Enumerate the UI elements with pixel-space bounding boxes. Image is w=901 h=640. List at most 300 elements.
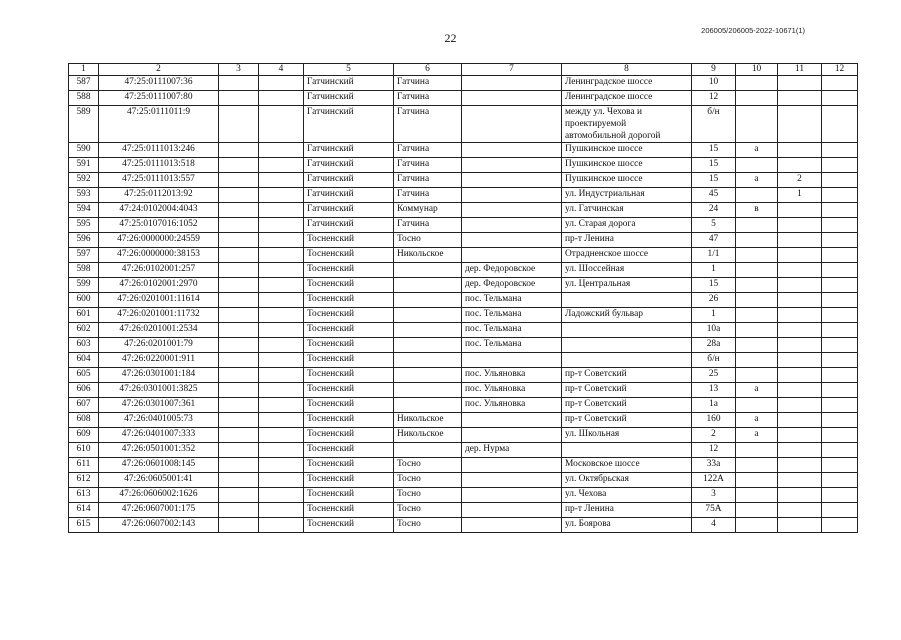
- table-cell: [736, 518, 778, 533]
- table-cell: 607: [69, 398, 99, 413]
- table-cell: дер. Федоровское: [462, 263, 562, 278]
- table-cell: 15: [692, 143, 736, 158]
- table-cell: [259, 443, 304, 458]
- table-cell: 47:26:0401005:73: [99, 413, 219, 428]
- table-cell: Тосно: [394, 503, 462, 518]
- table-cell: [394, 353, 462, 368]
- table-cell: [462, 173, 562, 188]
- table-cell: [562, 353, 692, 368]
- table-cell: [462, 188, 562, 203]
- table-cell: [219, 338, 259, 353]
- table-cell: [822, 488, 858, 503]
- table-cell: 28а: [692, 338, 736, 353]
- table-cell: Тосненский: [304, 473, 394, 488]
- table-cell: [778, 106, 822, 143]
- table-cell: [778, 91, 822, 106]
- table-cell: [259, 458, 304, 473]
- table-cell: 588: [69, 91, 99, 106]
- table-cell: [822, 233, 858, 248]
- table-cell: 45: [692, 188, 736, 203]
- table-cell: 47:26:0000000:38153: [99, 248, 219, 263]
- table-cell: Тосно: [394, 488, 462, 503]
- table-cell: [736, 263, 778, 278]
- table-cell: пр-т Советский: [562, 398, 692, 413]
- table-cell: Гатчина: [394, 218, 462, 233]
- table-cell: [736, 293, 778, 308]
- table-cell: 47:26:0201001:79: [99, 338, 219, 353]
- table-cell: [394, 338, 462, 353]
- table-cell: [462, 158, 562, 173]
- table-cell: [736, 338, 778, 353]
- table-cell: [219, 428, 259, 443]
- table-cell: [462, 488, 562, 503]
- table-cell: пос. Тельмана: [462, 293, 562, 308]
- table-cell: 122А: [692, 473, 736, 488]
- table-cell: 591: [69, 158, 99, 173]
- table-cell: 600: [69, 293, 99, 308]
- table-cell: дер. Федоровское: [462, 278, 562, 293]
- table-cell: Гатчинский: [304, 158, 394, 173]
- table-cell: Гатчина: [394, 143, 462, 158]
- table-cell: [778, 293, 822, 308]
- table-cell: Тосненский: [304, 278, 394, 293]
- table-row: [69, 106, 858, 143]
- column-header: 2: [99, 64, 219, 76]
- table-row: [69, 383, 858, 398]
- table-cell: [822, 443, 858, 458]
- table-cell: [219, 398, 259, 413]
- table-cell: Тосненский: [304, 398, 394, 413]
- table-cell: 601: [69, 308, 99, 323]
- table-cell: ул. Центральная: [562, 278, 692, 293]
- table-cell: Тосненский: [304, 443, 394, 458]
- table-cell: 599: [69, 278, 99, 293]
- table-cell: Гатчинский: [304, 173, 394, 188]
- column-header: 5: [304, 64, 394, 76]
- header-row: [69, 64, 858, 76]
- table-cell: 47:25:0107016:1052: [99, 218, 219, 233]
- table-cell: [822, 398, 858, 413]
- table-cell: пр-т Ленина: [562, 503, 692, 518]
- table-cell: [562, 293, 692, 308]
- table-cell: 47:26:0000000:24559: [99, 233, 219, 248]
- table-cell: 15: [692, 278, 736, 293]
- table-cell: [822, 428, 858, 443]
- table-cell: 47:26:0201001:2534: [99, 323, 219, 338]
- table-cell: 12: [692, 443, 736, 458]
- table-cell: ул. Чехова: [562, 488, 692, 503]
- table-cell: [219, 443, 259, 458]
- table-cell: Гатчинский: [304, 76, 394, 91]
- table-cell: [259, 248, 304, 263]
- table-cell: Тосненский: [304, 458, 394, 473]
- table-cell: б/н: [692, 106, 736, 143]
- table-cell: ул. Старая дорога: [562, 218, 692, 233]
- table-cell: [822, 218, 858, 233]
- table-cell: Ленинградское шоссе: [562, 76, 692, 91]
- table-cell: [219, 413, 259, 428]
- table-cell: [219, 488, 259, 503]
- table-cell: [822, 158, 858, 173]
- table-cell: Ленинградское шоссе: [562, 91, 692, 106]
- table-cell: [394, 323, 462, 338]
- table-cell: [259, 158, 304, 173]
- table-cell: [778, 338, 822, 353]
- table-cell: 614: [69, 503, 99, 518]
- table-row: [69, 458, 858, 473]
- table-cell: а: [736, 173, 778, 188]
- table-cell: 47:25:0111013:557: [99, 173, 219, 188]
- table-cell: б/н: [692, 353, 736, 368]
- table-cell: [259, 188, 304, 203]
- table-row: [69, 76, 858, 91]
- table-cell: [259, 323, 304, 338]
- table-cell: [822, 188, 858, 203]
- table-cell: а: [736, 143, 778, 158]
- table-row: [69, 353, 858, 368]
- table-cell: [219, 263, 259, 278]
- table-cell: 47:26:0601008:145: [99, 458, 219, 473]
- table-cell: Гатчина: [394, 188, 462, 203]
- column-header: 10: [736, 64, 778, 76]
- table-cell: [259, 293, 304, 308]
- table-row: [69, 158, 858, 173]
- table-cell: 587: [69, 76, 99, 91]
- table-cell: [219, 248, 259, 263]
- table-row: [69, 368, 858, 383]
- table-cell: [778, 368, 822, 383]
- table-cell: ул. Шоссейная: [562, 263, 692, 278]
- table-cell: 26: [692, 293, 736, 308]
- table-cell: [462, 518, 562, 533]
- table-row: [69, 413, 858, 428]
- table-cell: Гатчина: [394, 91, 462, 106]
- table-cell: Тосненский: [304, 518, 394, 533]
- table-cell: [736, 323, 778, 338]
- table-cell: Гатчинский: [304, 106, 394, 143]
- table-cell: 47:26:0301001:3825: [99, 383, 219, 398]
- table-cell: [736, 458, 778, 473]
- table-cell: [219, 91, 259, 106]
- column-header: 8: [562, 64, 692, 76]
- table-cell: [778, 248, 822, 263]
- table-cell: [394, 383, 462, 398]
- document-id: 206005/206005-2022-10671(1): [701, 26, 805, 35]
- table-cell: [259, 308, 304, 323]
- table-cell: [562, 338, 692, 353]
- table-cell: 10: [692, 76, 736, 91]
- table-cell: пр-т Советский: [562, 368, 692, 383]
- table-cell: 47:26:0606002:1626: [99, 488, 219, 503]
- table-cell: [778, 503, 822, 518]
- table-cell: 609: [69, 428, 99, 443]
- table-cell: [219, 278, 259, 293]
- table-cell: Гатчина: [394, 158, 462, 173]
- table-cell: [219, 368, 259, 383]
- table-cell: [822, 76, 858, 91]
- table-cell: [259, 263, 304, 278]
- table-row: [69, 218, 858, 233]
- table-cell: Тосненский: [304, 233, 394, 248]
- table-cell: Тосненский: [304, 383, 394, 398]
- table-cell: 47:26:0607001:175: [99, 503, 219, 518]
- column-header: 9: [692, 64, 736, 76]
- table-cell: [219, 218, 259, 233]
- table-cell: 47:26:0102001:2970: [99, 278, 219, 293]
- table-cell: [736, 278, 778, 293]
- table-row: [69, 443, 858, 458]
- table-cell: 24: [692, 203, 736, 218]
- table-cell: [394, 443, 462, 458]
- table-cell: 594: [69, 203, 99, 218]
- table-cell: 15: [692, 158, 736, 173]
- table-cell: Никольское: [394, 413, 462, 428]
- table-row: [69, 91, 858, 106]
- table-cell: [822, 323, 858, 338]
- table-cell: [219, 203, 259, 218]
- table-cell: [259, 488, 304, 503]
- table-cell: [219, 473, 259, 488]
- table-cell: Тосненский: [304, 338, 394, 353]
- table-cell: Гатчина: [394, 106, 462, 143]
- table-cell: [219, 188, 259, 203]
- table-cell: [822, 368, 858, 383]
- table-cell: 5: [692, 218, 736, 233]
- table-cell: [259, 106, 304, 143]
- column-header: 11: [778, 64, 822, 76]
- table-cell: 47:25:0111011:9: [99, 106, 219, 143]
- table-row: [69, 308, 858, 323]
- table-cell: [259, 233, 304, 248]
- table-cell: 589: [69, 106, 99, 143]
- table-cell: 2: [778, 173, 822, 188]
- table-cell: 47:26:0301001:184: [99, 368, 219, 383]
- table-cell: [259, 353, 304, 368]
- table-row: [69, 398, 858, 413]
- table-cell: [462, 106, 562, 143]
- table-cell: [822, 263, 858, 278]
- table-cell: 47:26:0501001:352: [99, 443, 219, 458]
- table-cell: [822, 413, 858, 428]
- table-cell: Гатчина: [394, 173, 462, 188]
- table-cell: [778, 308, 822, 323]
- table-cell: Тосненский: [304, 353, 394, 368]
- table-cell: 1: [692, 308, 736, 323]
- table-cell: [462, 76, 562, 91]
- table-cell: Тосненский: [304, 413, 394, 428]
- table-cell: [259, 428, 304, 443]
- table-cell: [822, 278, 858, 293]
- table-cell: [736, 353, 778, 368]
- table-cell: [822, 143, 858, 158]
- table-cell: [822, 338, 858, 353]
- table-cell: Пушкинское шоссе: [562, 158, 692, 173]
- table-row: [69, 173, 858, 188]
- table-cell: [736, 76, 778, 91]
- table-cell: [736, 503, 778, 518]
- table-cell: [778, 203, 822, 218]
- table-cell: [822, 248, 858, 263]
- table-cell: 47:26:0102001:257: [99, 263, 219, 278]
- table-cell: [394, 293, 462, 308]
- table-row: [69, 503, 858, 518]
- table-cell: [778, 278, 822, 293]
- table-cell: [822, 203, 858, 218]
- table-cell: [822, 106, 858, 143]
- table-cell: [259, 338, 304, 353]
- table-cell: Московское шоссе: [562, 458, 692, 473]
- column-header: 3: [219, 64, 259, 76]
- table-cell: 75А: [692, 503, 736, 518]
- table-cell: дер. Нурма: [462, 443, 562, 458]
- table-cell: пос. Тельмана: [462, 323, 562, 338]
- table-cell: Тосненский: [304, 293, 394, 308]
- table-cell: пос. Ульяновка: [462, 368, 562, 383]
- table-cell: а: [736, 428, 778, 443]
- table-cell: [462, 473, 562, 488]
- table-cell: 33а: [692, 458, 736, 473]
- table-cell: 592: [69, 173, 99, 188]
- table-cell: [394, 308, 462, 323]
- table-cell: [219, 106, 259, 143]
- table-cell: [822, 91, 858, 106]
- page-number: 22: [444, 31, 457, 45]
- table-cell: [736, 218, 778, 233]
- table-cell: [259, 76, 304, 91]
- table-cell: [778, 323, 822, 338]
- table-cell: пр-т Советский: [562, 383, 692, 398]
- table-cell: а: [736, 383, 778, 398]
- table-cell: [778, 76, 822, 91]
- table-cell: между ул. Чехова и проектируемой автомобильной дорогой: [562, 106, 692, 143]
- table-cell: [259, 518, 304, 533]
- table-cell: [259, 278, 304, 293]
- table-cell: 615: [69, 518, 99, 533]
- table-cell: [736, 233, 778, 248]
- column-header: 7: [462, 64, 562, 76]
- table-cell: ул. Школьная: [562, 428, 692, 443]
- table-cell: 47:26:0301007:361: [99, 398, 219, 413]
- table-cell: [778, 413, 822, 428]
- table-cell: [462, 233, 562, 248]
- table-cell: Тосно: [394, 458, 462, 473]
- table-cell: Коммунар: [394, 203, 462, 218]
- table-cell: 596: [69, 233, 99, 248]
- table-cell: Гатчина: [394, 76, 462, 91]
- table-cell: [462, 413, 562, 428]
- table-row: [69, 473, 858, 488]
- table-cell: 47:25:0112013:92: [99, 188, 219, 203]
- table-cell: Никольское: [394, 428, 462, 443]
- table-cell: 160: [692, 413, 736, 428]
- table-cell: [462, 91, 562, 106]
- table-cell: [219, 76, 259, 91]
- table-cell: [822, 503, 858, 518]
- registry-table: [68, 63, 858, 533]
- table-cell: [822, 473, 858, 488]
- table-cell: ул. Октябрьская: [562, 473, 692, 488]
- table-cell: 611: [69, 458, 99, 473]
- table-cell: [462, 503, 562, 518]
- table-cell: 25: [692, 368, 736, 383]
- table-cell: 10а: [692, 323, 736, 338]
- table-cell: 47:26:0201001:11614: [99, 293, 219, 308]
- table-cell: Тосно: [394, 233, 462, 248]
- table-cell: [462, 248, 562, 263]
- table-cell: [394, 263, 462, 278]
- table-cell: 597: [69, 248, 99, 263]
- table-cell: [736, 488, 778, 503]
- table-cell: Пушкинское шоссе: [562, 173, 692, 188]
- table-cell: Отрадненское шоссе: [562, 248, 692, 263]
- table-cell: [736, 308, 778, 323]
- table-row: [69, 293, 858, 308]
- table-cell: [778, 158, 822, 173]
- table-cell: Гатчинский: [304, 143, 394, 158]
- table-cell: [462, 353, 562, 368]
- table-cell: [736, 368, 778, 383]
- table-cell: [219, 353, 259, 368]
- table-cell: [562, 323, 692, 338]
- table-cell: [219, 293, 259, 308]
- table-cell: [736, 188, 778, 203]
- table-cell: [736, 91, 778, 106]
- table-cell: пр-т Ленина: [562, 233, 692, 248]
- table-cell: [219, 308, 259, 323]
- table-cell: [259, 413, 304, 428]
- table-body: [69, 64, 858, 533]
- table-cell: [259, 91, 304, 106]
- table-cell: [736, 248, 778, 263]
- table-cell: Гатчинский: [304, 188, 394, 203]
- table-cell: 1а: [692, 398, 736, 413]
- table-cell: [562, 443, 692, 458]
- table-cell: 47:26:0607002:143: [99, 518, 219, 533]
- table-cell: Тосненский: [304, 428, 394, 443]
- table-cell: [778, 473, 822, 488]
- table-cell: [219, 233, 259, 248]
- column-header: 1: [69, 64, 99, 76]
- table-cell: 612: [69, 473, 99, 488]
- table-cell: Тосненский: [304, 503, 394, 518]
- table-cell: [778, 263, 822, 278]
- table-cell: Тосно: [394, 473, 462, 488]
- table-cell: пос. Ульяновка: [462, 398, 562, 413]
- table-cell: 1: [692, 263, 736, 278]
- table-cell: [219, 323, 259, 338]
- column-header: 6: [394, 64, 462, 76]
- table-cell: 602: [69, 323, 99, 338]
- table-cell: [778, 353, 822, 368]
- table-cell: [219, 503, 259, 518]
- table-cell: Гатчинский: [304, 203, 394, 218]
- table-cell: [219, 458, 259, 473]
- table-cell: [822, 353, 858, 368]
- table-cell: 605: [69, 368, 99, 383]
- table-cell: [259, 503, 304, 518]
- table-cell: [259, 383, 304, 398]
- table-cell: 595: [69, 218, 99, 233]
- table-cell: 47:26:0220001:911: [99, 353, 219, 368]
- table-cell: 603: [69, 338, 99, 353]
- table-cell: 47:26:0605001:41: [99, 473, 219, 488]
- table-cell: Никольское: [394, 248, 462, 263]
- table-cell: 2: [692, 428, 736, 443]
- table-cell: [259, 398, 304, 413]
- table-cell: [822, 173, 858, 188]
- table-row: [69, 518, 858, 533]
- table-cell: [394, 368, 462, 383]
